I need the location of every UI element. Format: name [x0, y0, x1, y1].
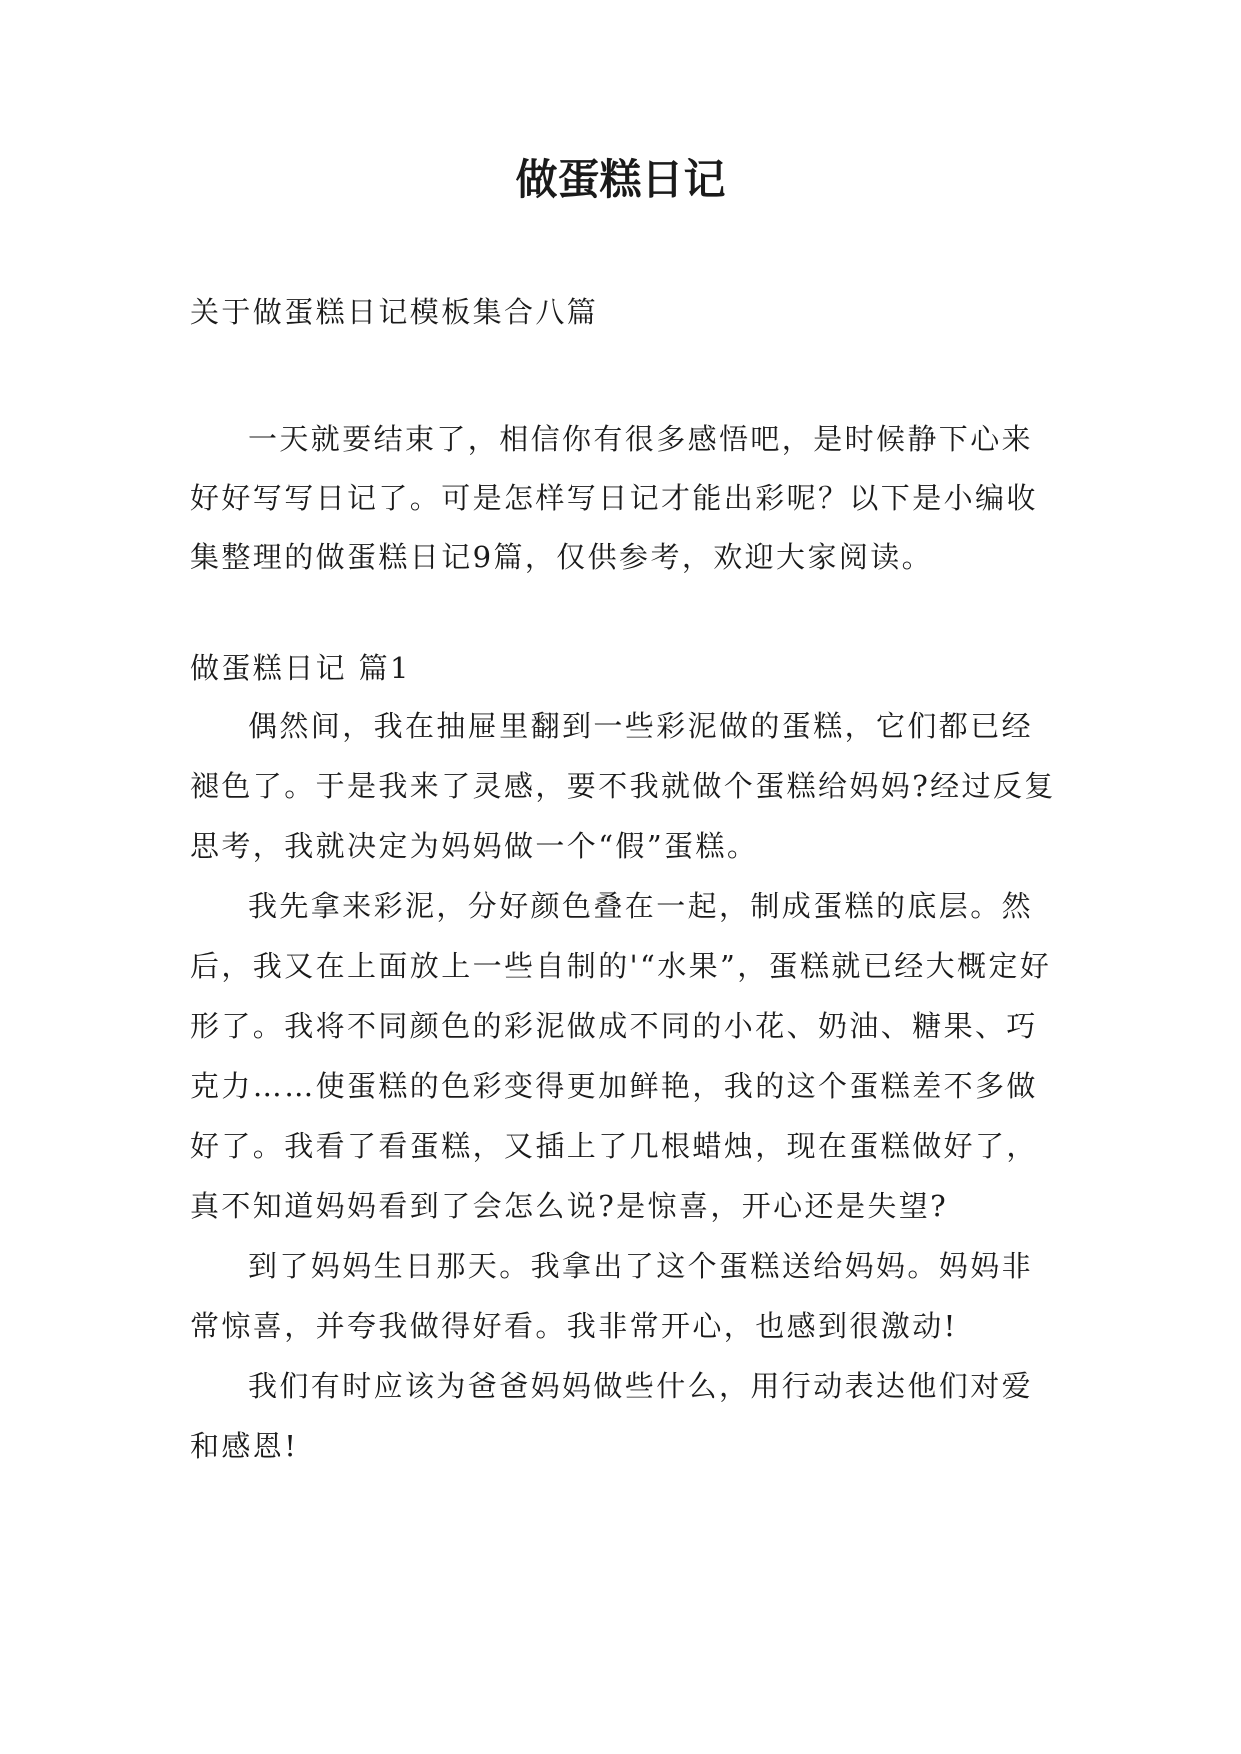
section-paragraph: 我们有时应该为爸爸妈妈做些什么，用行动表达他们对爱和感恩! — [190, 1369, 1034, 1463]
section-paragraph: 到了妈妈生日那天。我拿出了这个蛋糕送给妈妈。妈妈非常惊喜，并夸我做得好看。我非常开心，也感到很激动! — [190, 1249, 1034, 1343]
section-paragraph: 偶然间，我在抽屉里翻到一些彩泥做的蛋糕，它们都已经褪色了。于是我来了灵感，要不我就做个蛋糕给妈妈?经过反复思考，我就决定为妈妈做一个“假”蛋糕。 — [190, 709, 1056, 863]
document-subtitle: 关于做蛋糕日记模板集合八篇 — [190, 295, 599, 329]
intro-block — [190, 410, 1060, 587]
document-title: 做蛋糕日记 — [515, 155, 726, 204]
diary-section-1 — [190, 640, 1060, 1476]
section-heading: 做蛋糕日记 篇1 — [190, 651, 411, 685]
section-paragraph: 我先拿来彩泥，分好颜色叠在一起，制成蛋糕的底层。然后，我又在上面放上一些自制的'“水果”，蛋糕就已经大概定好形了。我将不同颜色的彩泥做成不同的小花、奶油、糖果、巧克力……使蛋糕的色彩变得更加鲜艳，我的这个蛋糕差不多做好了。我看了看蛋糕，又插上了几根蜡烛，现在蛋糕做好了，真不知道妈妈看到了会怎么说?是惊喜，开心还是失望? — [190, 889, 1052, 1223]
intro-paragraph: 一天就要结束了，相信你有很多感悟吧，是时候静下心来好好写写日记了。可是怎样写日记才能出彩呢？以下是小编收集整理的做蛋糕日记9篇，仅供参考，欢迎大家阅读。 — [190, 422, 1038, 574]
